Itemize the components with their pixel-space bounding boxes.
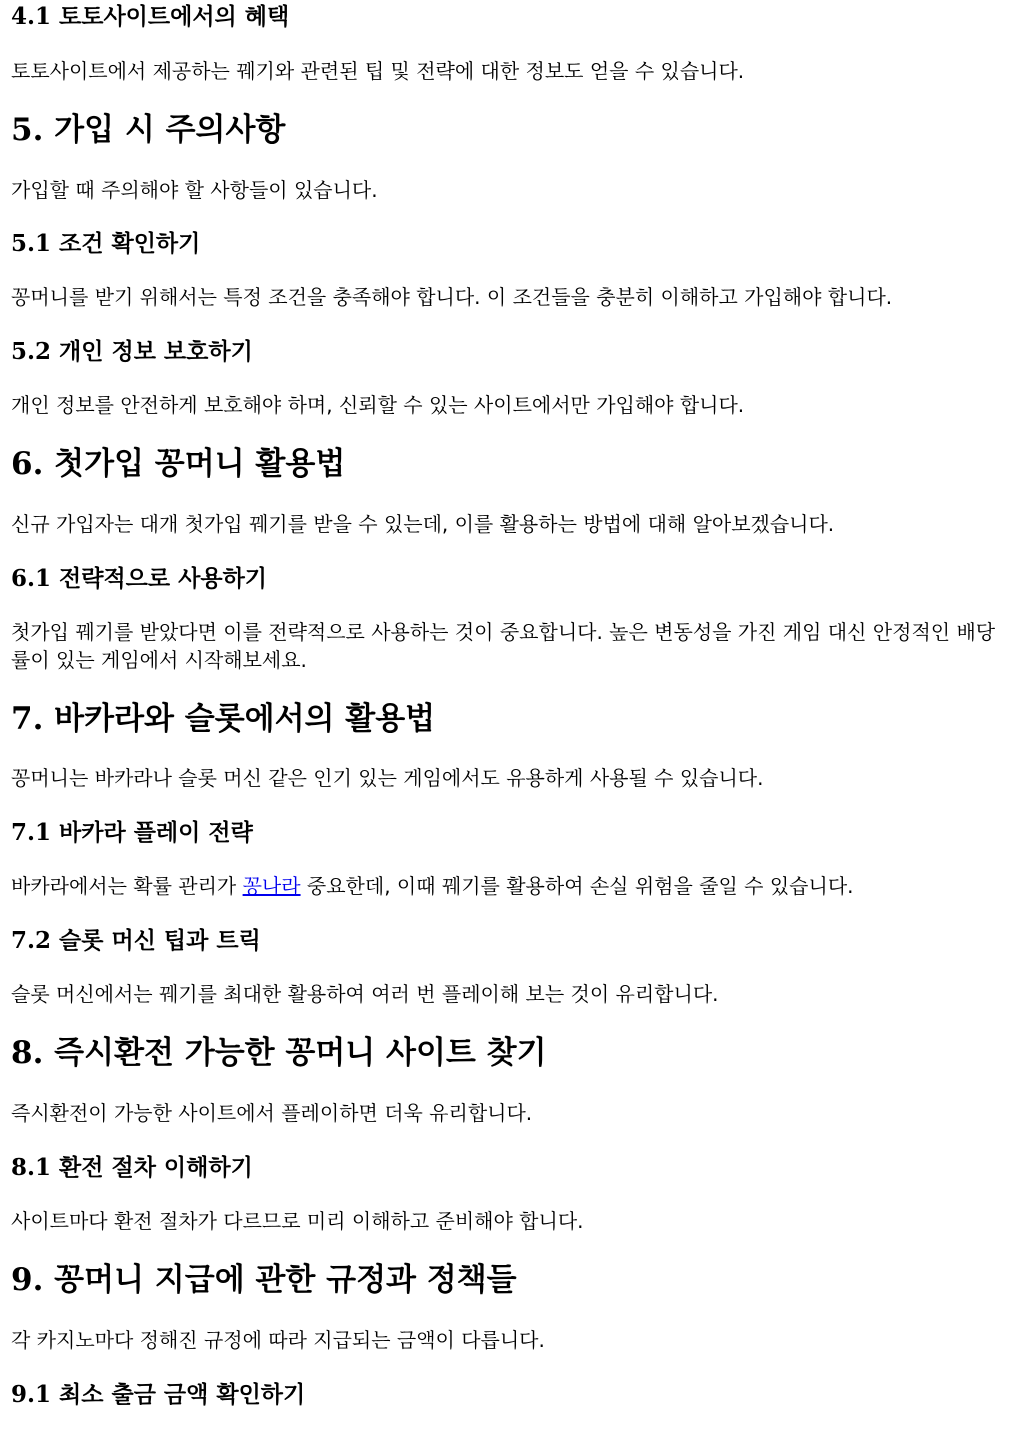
heading-6-1: 6.1 전략적으로 사용하기 (11, 565, 268, 592)
paragraph-7-2: 슬롯 머신에서는 꿰기를 최대한 활용하여 여러 번 플레이해 보는 것이 유리합니다. (11, 982, 719, 1006)
paragraph-8: 즉시환전이 가능한 사이트에서 플레이하면 더욱 유리합니다. (11, 1101, 533, 1125)
paragraph-8-1: 사이트마다 환전 절차가 다르므로 미리 이해하고 준비해야 합니다. (11, 1209, 584, 1233)
kkongnara-link[interactable]: 꽁나라 (242, 874, 301, 898)
heading-9-1: 9.1 최소 출금 금액 확인하기 (11, 1381, 306, 1408)
paragraph-5-1: 꽁머니를 받기 위해서는 특정 조건을 충족해야 합니다. 이 조건들을 충분히 이해하고 가입해야 합니다. (11, 285, 893, 309)
heading-7-2: 7.2 슬롯 머신 팁과 트릭 (11, 927, 261, 954)
heading-4-1: 4.1 토토사이트에서의 혜택 (11, 3, 290, 30)
heading-9: 9. 꽁머니 지급에 관한 규정과 정책들 (11, 1262, 517, 1298)
heading-5-2: 5.2 개인 정보 보호하기 (11, 338, 253, 365)
paragraph-5-2: 개인 정보를 안전하게 보호해야 하며, 신뢰할 수 있는 사이트에서만 가입해야 합니다. (11, 393, 745, 417)
heading-5: 5. 가입 시 주의사항 (11, 112, 286, 148)
paragraph-6: 신규 가입자는 대개 첫가입 꿰기를 받을 수 있는데, 이를 활용하는 방법에 대해 알아보겠습니다. (11, 512, 835, 536)
heading-8-1: 8.1 환전 절차 이해하기 (11, 1154, 253, 1181)
heading-7: 7. 바카라와 슬롯에서의 활용법 (11, 701, 436, 737)
paragraph-6-1: 첫가입 꿰기를 받았다면 이를 전략적으로 사용하는 것이 중요합니다. 높은 변동성을 가진 게임 대신 안정적인 배당률이 있는 게임에서 시작해보세요. (11, 620, 996, 672)
heading-7-1: 7.1 바카라 플레이 전략 (11, 819, 253, 846)
heading-5-1: 5.1 조건 확인하기 (11, 230, 201, 257)
heading-6: 6. 첫가입 꽁머니 활용법 (11, 446, 346, 482)
paragraph-7-1: 바카라에서는 확률 관리가 꽁나라 중요한데, 이때 꿰기를 활용하여 손실 위험을 줄일 수 있습니다. (11, 874, 854, 898)
paragraph-5: 가입할 때 주의해야 할 사항들이 있습니다. (11, 178, 378, 202)
paragraph-4-1: 토토사이트에서 제공하는 꿰기와 관련된 팁 및 전략에 대한 정보도 얻을 수 있습니다. (11, 59, 745, 83)
paragraph-7: 꽁머니는 바카라나 슬롯 머신 같은 인기 있는 게임에서도 유용하게 사용될 수 있습니다. (11, 766, 764, 790)
paragraph-9: 각 카지노마다 정해진 규정에 따라 지급되는 금액이 다릅니다. (11, 1328, 545, 1352)
heading-8: 8. 즉시환전 가능한 꽁머니 사이트 찾기 (11, 1035, 547, 1071)
